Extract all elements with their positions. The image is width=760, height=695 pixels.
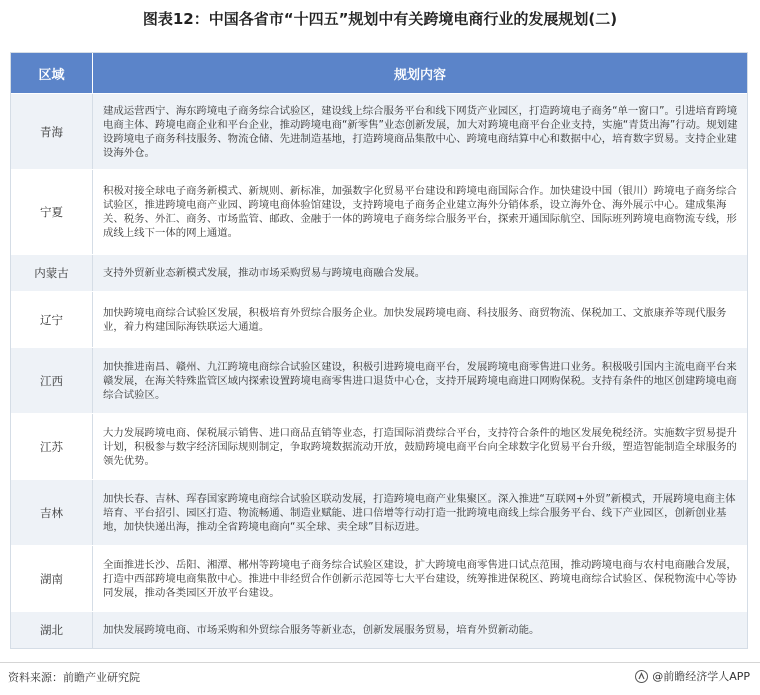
plan-cell: 加快跨境电商综合试验区发展，积极培育外贸综合服务企业。加快发展跨境电商、科技服务、商贸物流、保税加工、文旅康养等现代服务业，着力构建国际海铁联运大通道。 [103,306,727,333]
plan-cell: 大力发展跨境电商、保税展示销售、进口商品直销等业态，打造国际消费综合平台，支持符合条件的地区发展免税经济。实施数字贸易提升计划，积极参与数字经济国际规则制定，争取跨境数据流动开放，鼓励跨境电商平台向全球数字化贸易平台升级，塑造智能制造全球服务的领先优势。 [103,426,737,467]
plan-cell: 全面推进长沙、岳阳、湘潭、郴州等跨境电子商务综合试验区建设，扩大跨境电商零售进口试点范围，推动跨境电商与农村电商融合发展，打造中西部跨境电商集散中心。推进中非经贸合作创新示范园等七大平台建设，统筹推进保税区、跨境电商综合试验区、保税物流中心等协同发展，推动各类园区开放平台建设。 [103,558,737,599]
table-row [11,347,747,413]
footer [0,662,760,686]
region-cell: 内蒙古 [11,255,93,291]
header-region: 区域 [11,53,93,93]
plan-cell: 积极对接全球电子商务新模式、新规则、新标准，加强数字化贸易平台建设和跨境电商国际合作。加快建设中国（银川）跨境电子商务综合试验区，推进跨境电商产业园、跨境电商体验馆建设，支持跨境电子商务企业建立海外分销体系，设立海外仓、海外展示中心。建成集海关、税务、外汇、商务、市场监管、邮政、金融于一体的跨境电子商务综合服务平台，探索开通国际航空、国际班列跨境电商物流专线，形成线上线下一体的网上通道。 [103,185,737,239]
app-logo-icon [635,670,648,683]
region-cell: 吉林 [11,480,93,545]
region-cell: 青海 [11,94,93,169]
plan-cell: 加快推进南昌、赣州、九江跨境电商综合试验区建设，积极引进跨境电商平台，发展跨境电商零售进口业务。积极吸引国内主流电商平台来赣发展，在海关特殊监管区域内探索设置跨境电商零售进口退货中心仓，支持开展跨境电商进口网购保税。支持有条件的地区创建跨境电商综合试验区。 [103,360,737,401]
region-cell: 辽宁 [11,292,93,347]
planning-table [10,52,748,649]
table-row [11,413,747,479]
table-row [11,93,747,169]
plan-cell: 支持外贸新业态新模式发展，推动市场采购贸易与跨境电商融合发展。 [103,267,426,279]
table-body [11,93,747,648]
region-cell: 湖南 [11,546,93,611]
plan-cell: 加快长春、吉林、珲春国家跨境电商综合试验区联动发展，打造跨境电商产业集聚区。深入推进“互联网+外贸”新模式，开展跨境电商主体培育、平台招引、园区打造、物流畅通、制造业赋能、进口倍增等行动打造一批跨境电商线上综合服务平台、线下产业园区，创新创业基地，加快快递出海，推动全省跨境电商向“买全球、卖全球”目标迈进。 [103,492,736,533]
table-row [11,611,747,648]
source-note: 资料来源：前瞻产业研究院 [8,671,140,684]
table-row [11,545,747,611]
table-row [11,291,747,347]
region-cell: 江西 [11,348,93,413]
region-cell: 江苏 [11,414,93,479]
plan-cell: 建成运营西宁、海东跨境电子商务综合试验区，建设线上综合服务平台和线下网货产业园区，打造跨境电子商务“单一窗口”。引进培育跨境电商主体、跨境电商企业和平台企业，推动跨境电商“新零售”业态创新发展，加大对跨境电商平台企业支持，实施“青货出海”行动。规划建设跨境电子商务科技服务、物流仓储、先进制造基地，打造跨境商品集散中心、跨境电商结算中心和数据中心，培育数字贸易。支持企业建设海外仓。 [103,104,738,159]
brand-label: @前瞻经济学人APP [652,670,750,683]
table-header [11,53,747,93]
region-cell: 湖北 [11,612,93,648]
brand-credit [635,668,750,684]
header-plan: 规划内容 [393,67,446,83]
table-row [11,479,747,545]
table-row [11,254,747,291]
region-cell: 宁夏 [11,170,93,254]
plan-cell: 加快发展跨境电商、市场采购和外贸综合服务等新业态，创新发展服务贸易，培育外贸新动能。 [103,624,540,636]
figure-title: 图表12：中国各省市“十四五”规划中有关跨境电商行业的发展规划(二) [142,10,618,28]
table-row [11,169,747,254]
